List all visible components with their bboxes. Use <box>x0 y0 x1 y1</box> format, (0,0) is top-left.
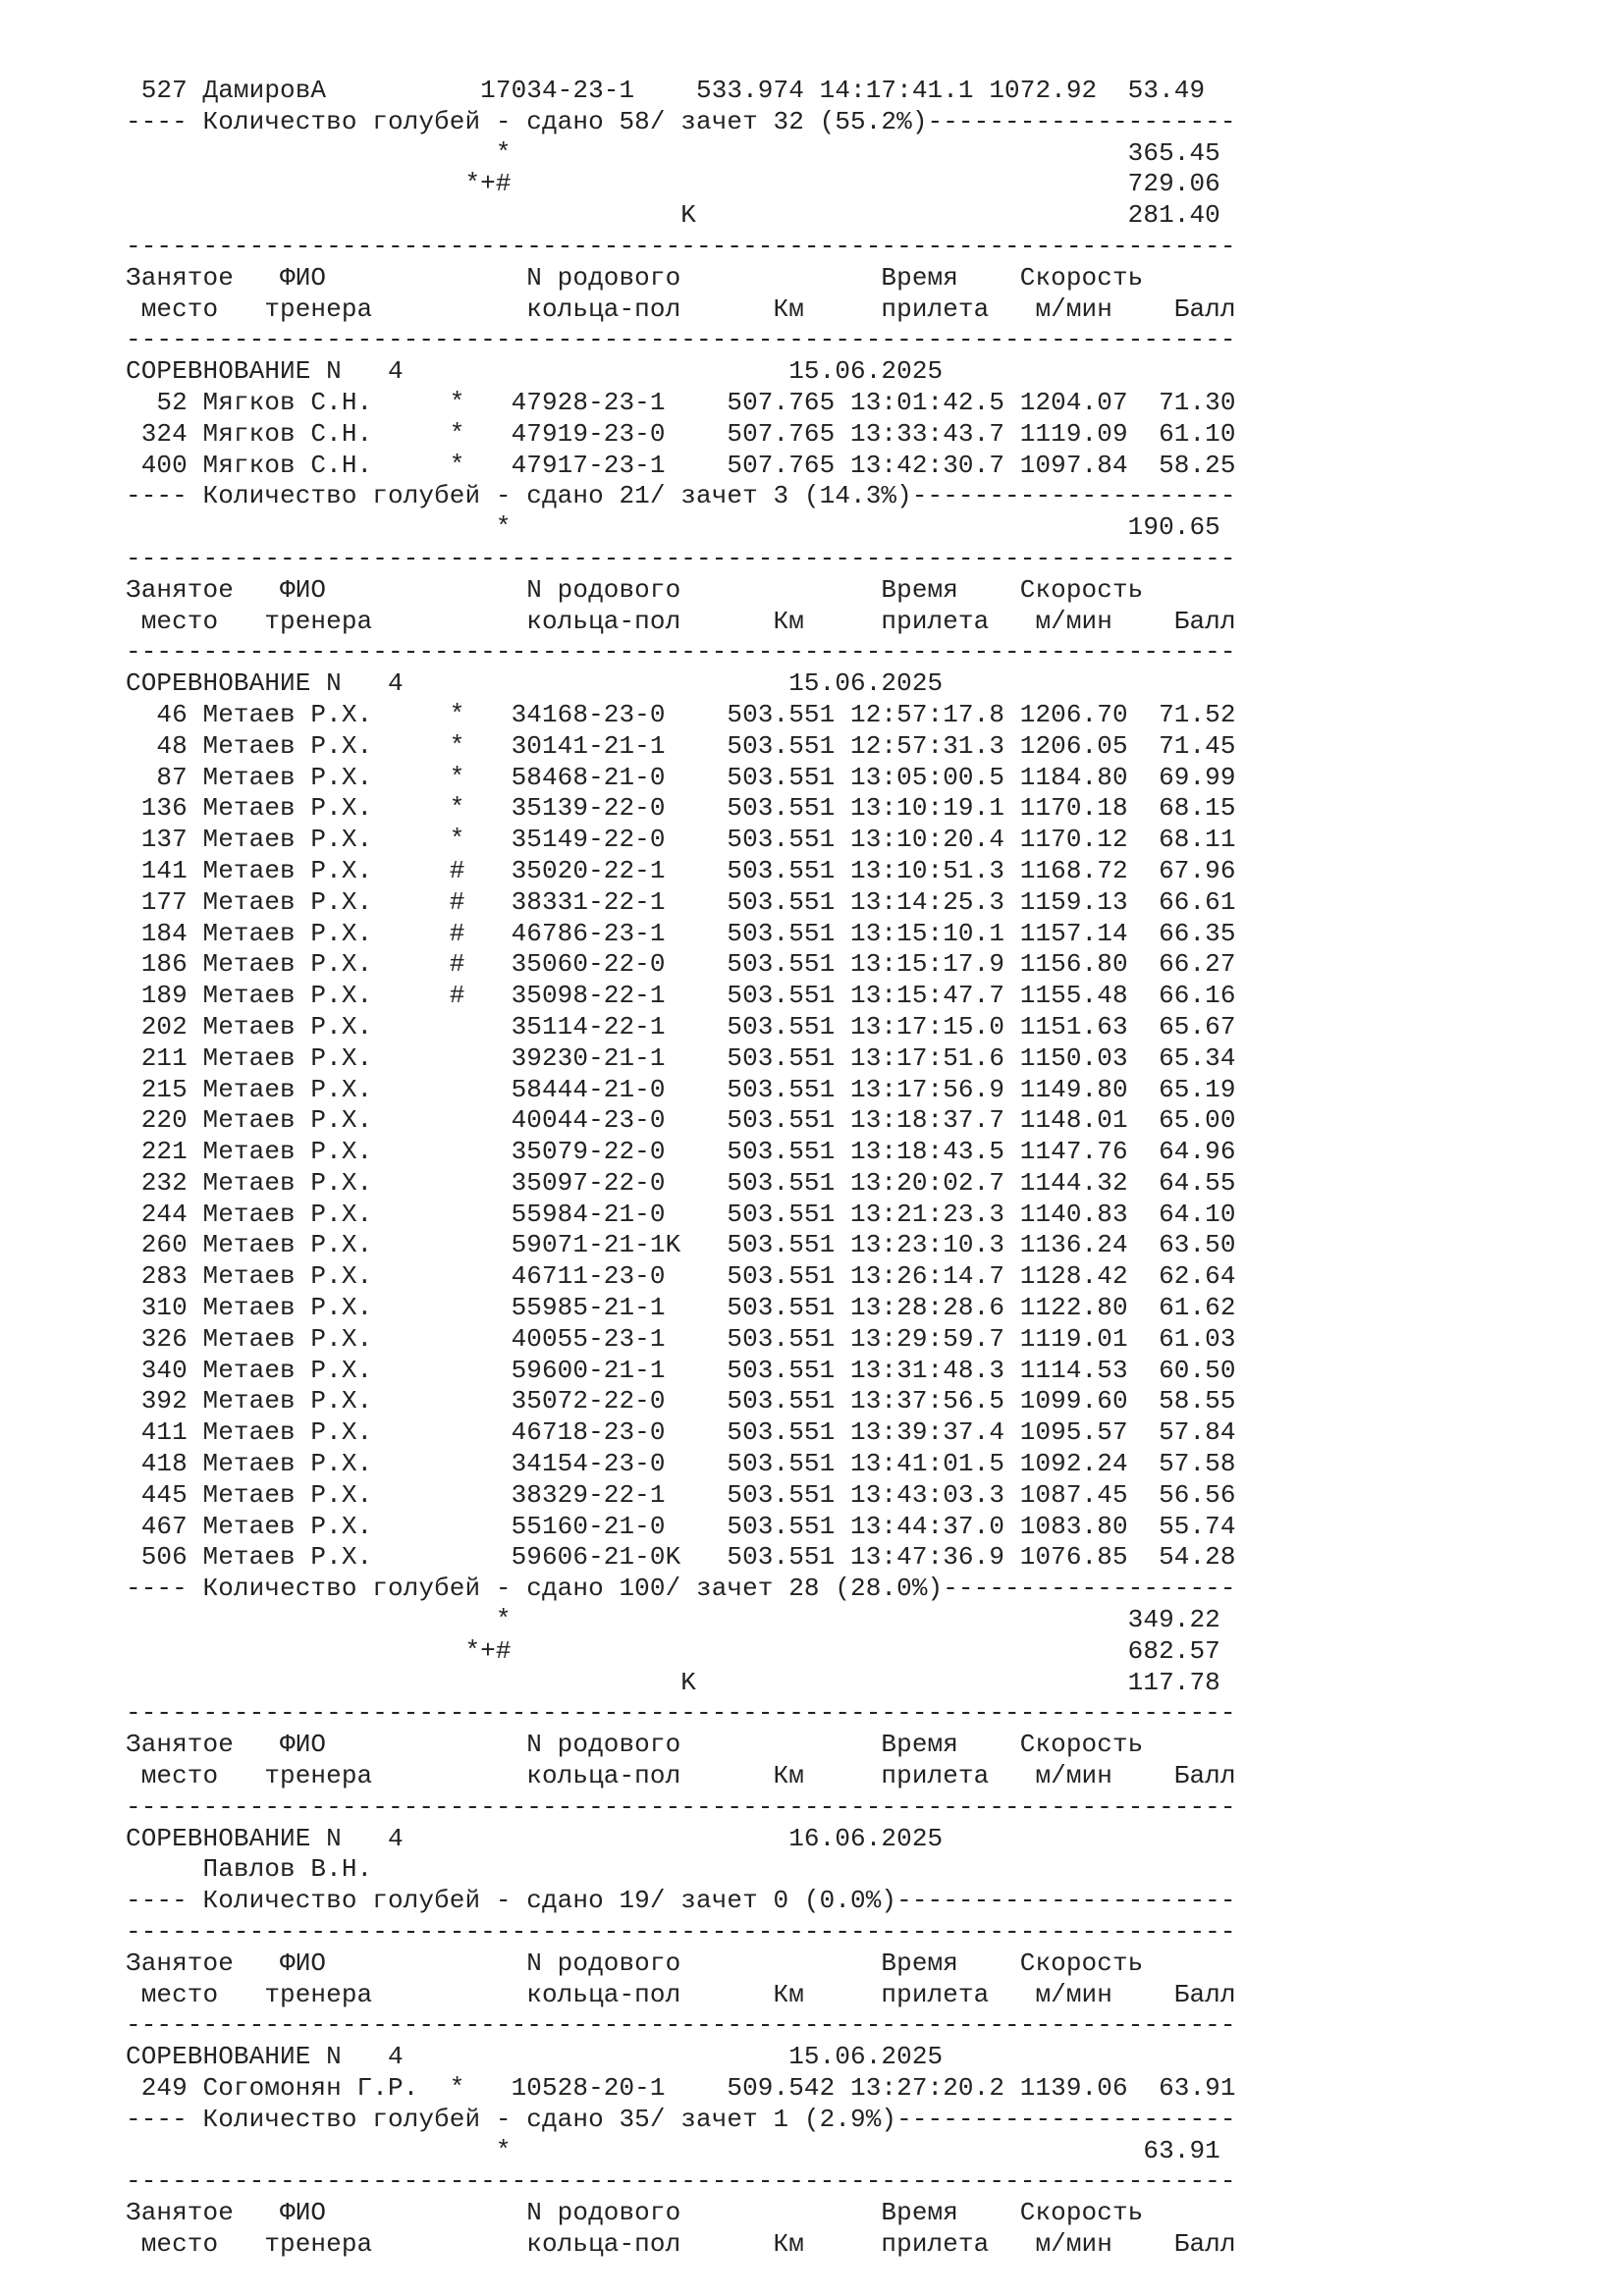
report-line: ---- Количество голубей - сдано 21/ зачет 3 (14.3%)--------------------- <box>126 481 1236 511</box>
report-line: 141 Метаев Р.Х. # 35020-22-1 503.551 13:10:51.3 1168.72 67.96 <box>126 855 1236 885</box>
report-line: 340 Метаев Р.Х. 59600-21-1 503.551 13:31:48.3 1114.53 60.50 <box>126 1355 1236 1385</box>
report-line: ------------------------------------------------------------------------ <box>126 231 1236 261</box>
report-line: ------------------------------------------------------------------------ <box>126 325 1236 355</box>
report-line: 445 Метаев Р.Х. 38329-22-1 503.551 13:43:03.3 1087.45 56.56 <box>126 1479 1236 1510</box>
report-line: 467 Метаев Р.Х. 55160-21-0 503.551 13:44:37.0 1083.80 55.74 <box>126 1511 1236 1541</box>
report-line: Занятое ФИО N родового Время Скорость <box>126 2198 1144 2228</box>
report-line: СОРЕВНОВАНИЕ N 4 15.06.2025 <box>126 356 944 387</box>
report-line: ------------------------------------------------------------------------ <box>126 2010 1236 2041</box>
report-line: Занятое ФИО N родового Время Скорость <box>126 1730 1144 1760</box>
report-line: 411 Метаев Р.Х. 46718-23-0 503.551 13:39:37.4 1095.57 57.84 <box>126 1417 1236 1448</box>
report-line: ------------------------------------------------------------------------ <box>126 637 1236 667</box>
report-line: 392 Метаев Р.Х. 35072-22-0 503.551 13:37:56.5 1099.60 58.55 <box>126 1386 1236 1416</box>
report-line: ------------------------------------------------------------------------ <box>126 1791 1236 1822</box>
report-line: Занятое ФИО N родового Время Скорость <box>126 1948 1144 1978</box>
report-line: ------------------------------------------------------------------------ <box>126 2166 1236 2197</box>
report-line: 326 Метаев Р.Х. 40055-23-1 503.551 13:29:59.7 1119.01 61.03 <box>126 1323 1236 1354</box>
report-line: ------------------------------------------------------------------------ <box>126 1917 1236 1948</box>
report-line: 177 Метаев Р.Х. # 38331-22-1 503.551 13:14:25.3 1159.13 66.61 <box>126 886 1236 917</box>
report-line: 260 Метаев Р.Х. 59071-21-1K 503.551 13:23:10.3 1136.24 63.50 <box>126 1230 1236 1260</box>
report-line: Павлов В.Н. <box>126 1854 373 1885</box>
report-line: СОРЕВНОВАНИЕ N 4 16.06.2025 <box>126 1823 944 1853</box>
report-line: 184 Метаев Р.Х. # 46786-23-1 503.551 13:15:10.1 1157.14 66.35 <box>126 918 1236 948</box>
report-section <box>126 1730 1500 1949</box>
report-line: * 349.22 <box>126 1605 1220 1635</box>
report-line: 324 Мягков С.Н. * 47919-23-0 507.765 13:33:43.7 1119.09 61.10 <box>126 418 1236 449</box>
report-line: 87 Метаев Р.Х. * 58468-21-0 503.551 13:05:00.5 1184.80 69.99 <box>126 762 1236 792</box>
report-line: ---- Количество голубей - сдано 58/ зачет 32 (55.2%)-------------------- <box>126 106 1236 136</box>
report-line: 400 Мягков С.Н. * 47917-23-1 507.765 13:42:30.7 1097.84 58.25 <box>126 450 1236 480</box>
report-line: СОРЕВНОВАНИЕ N 4 15.06.2025 <box>126 2042 944 2072</box>
report-line: 215 Метаев Р.Х. 58444-21-0 503.551 13:17:56.9 1149.80 65.19 <box>126 1074 1236 1104</box>
report-line: место тренера кольца-пол Км прилета м/мин Балл <box>126 1761 1236 1791</box>
report-line: Занятое ФИО N родового Время Скорость <box>126 574 1144 605</box>
report-line: 283 Метаев Р.Х. 46711-23-0 503.551 13:26:14.7 1128.42 62.64 <box>126 1261 1236 1292</box>
report-line: K 117.78 <box>126 1667 1220 1697</box>
report-line: 527 ДамировА 17034-23-1 533.974 14:17:41.1 1072.92 53.49 <box>126 76 1206 105</box>
report-line: 202 Метаев Р.Х. 35114-22-1 503.551 13:17:15.0 1151.63 65.67 <box>126 1011 1236 1041</box>
report-line: 220 Метаев Р.Х. 40044-23-0 503.551 13:18:37.7 1148.01 65.00 <box>126 1105 1236 1136</box>
report-line: ------------------------------------------------------------------------ <box>126 543 1236 573</box>
report-line: ---- Количество голубей - сдано 100/ зачет 28 (28.0%)------------------- <box>126 1574 1236 1604</box>
report-line: 211 Метаев Р.Х. 39230-21-1 503.551 13:17:51.6 1150.03 65.34 <box>126 1042 1236 1073</box>
report-line: место тренера кольца-пол Км прилета м/мин Балл <box>126 2228 1236 2259</box>
report-line: 186 Метаев Р.Х. # 35060-22-0 503.551 13:15:17.9 1156.80 66.27 <box>126 949 1236 980</box>
report-line: место тренера кольца-пол Км прилета м/мин Балл <box>126 1979 1236 2009</box>
report-section <box>126 1949 1500 2198</box>
report-line: 137 Метаев Р.Х. * 35149-22-0 503.551 13:10:20.4 1170.12 68.11 <box>126 825 1236 855</box>
report-section <box>126 76 1500 263</box>
results-report-page <box>126 76 1500 2261</box>
report-line: место тренера кольца-пол Км прилета м/мин Балл <box>126 606 1236 636</box>
report-section <box>126 575 1500 1730</box>
report-line: 244 Метаев Р.Х. 55984-21-0 503.551 13:21:23.3 1140.83 64.10 <box>126 1199 1236 1229</box>
report-line: 506 Метаев Р.Х. 59606-21-0K 503.551 13:47:36.9 1076.85 54.28 <box>126 1542 1236 1573</box>
report-line: 310 Метаев Р.Х. 55985-21-1 503.551 13:28:28.6 1122.80 61.62 <box>126 1293 1236 1323</box>
report-line: 221 Метаев Р.Х. 35079-22-0 503.551 13:18:43.5 1147.76 64.96 <box>126 1137 1236 1167</box>
report-line: 232 Метаев Р.Х. 35097-22-0 503.551 13:20:02.7 1144.32 64.55 <box>126 1167 1236 1198</box>
report-line: 52 Мягков С.Н. * 47928-23-1 507.765 13:01:42.5 1204.07 71.30 <box>126 387 1236 417</box>
report-line: 189 Метаев Р.Х. # 35098-22-1 503.551 13:15:47.7 1155.48 66.16 <box>126 981 1236 1011</box>
report-line: 418 Метаев Р.Х. 34154-23-0 503.551 13:41:01.5 1092.24 57.58 <box>126 1449 1236 1479</box>
report-line: *+# 729.06 <box>126 169 1220 199</box>
report-line: * 190.65 <box>126 512 1220 543</box>
report-line: ------------------------------------------------------------------------ <box>126 1698 1236 1729</box>
report-line: K 281.40 <box>126 200 1220 231</box>
report-line: ---- Количество голубей - сдано 35/ зачет 1 (2.9%)---------------------- <box>126 2104 1236 2134</box>
report-section <box>126 2198 1500 2261</box>
report-section <box>126 263 1500 575</box>
report-line: Занятое ФИО N родового Время Скорость <box>126 262 1144 293</box>
report-line: место тренера кольца-пол Км прилета м/мин Балл <box>126 294 1236 324</box>
report-line: ---- Количество голубей - сдано 19/ зачет 0 (0.0%)---------------------- <box>126 1886 1236 1916</box>
report-line: 46 Метаев Р.Х. * 34168-23-0 503.551 12:57:17.8 1206.70 71.52 <box>126 699 1236 729</box>
report-line: 249 Согомонян Г.Р. * 10528-20-1 509.542 13:27:20.2 1139.06 63.91 <box>126 2073 1236 2103</box>
report-line: *+# 682.57 <box>126 1635 1220 1666</box>
report-line: * 63.91 <box>126 2135 1220 2165</box>
report-line: 136 Метаев Р.Х. * 35139-22-0 503.551 13:10:19.1 1170.18 68.15 <box>126 793 1236 824</box>
report-line: * 365.45 <box>126 137 1220 168</box>
report-line: СОРЕВНОВАНИЕ N 4 15.06.2025 <box>126 668 944 699</box>
report-line: 48 Метаев Р.Х. * 30141-21-1 503.551 12:57:31.3 1206.05 71.45 <box>126 730 1236 761</box>
